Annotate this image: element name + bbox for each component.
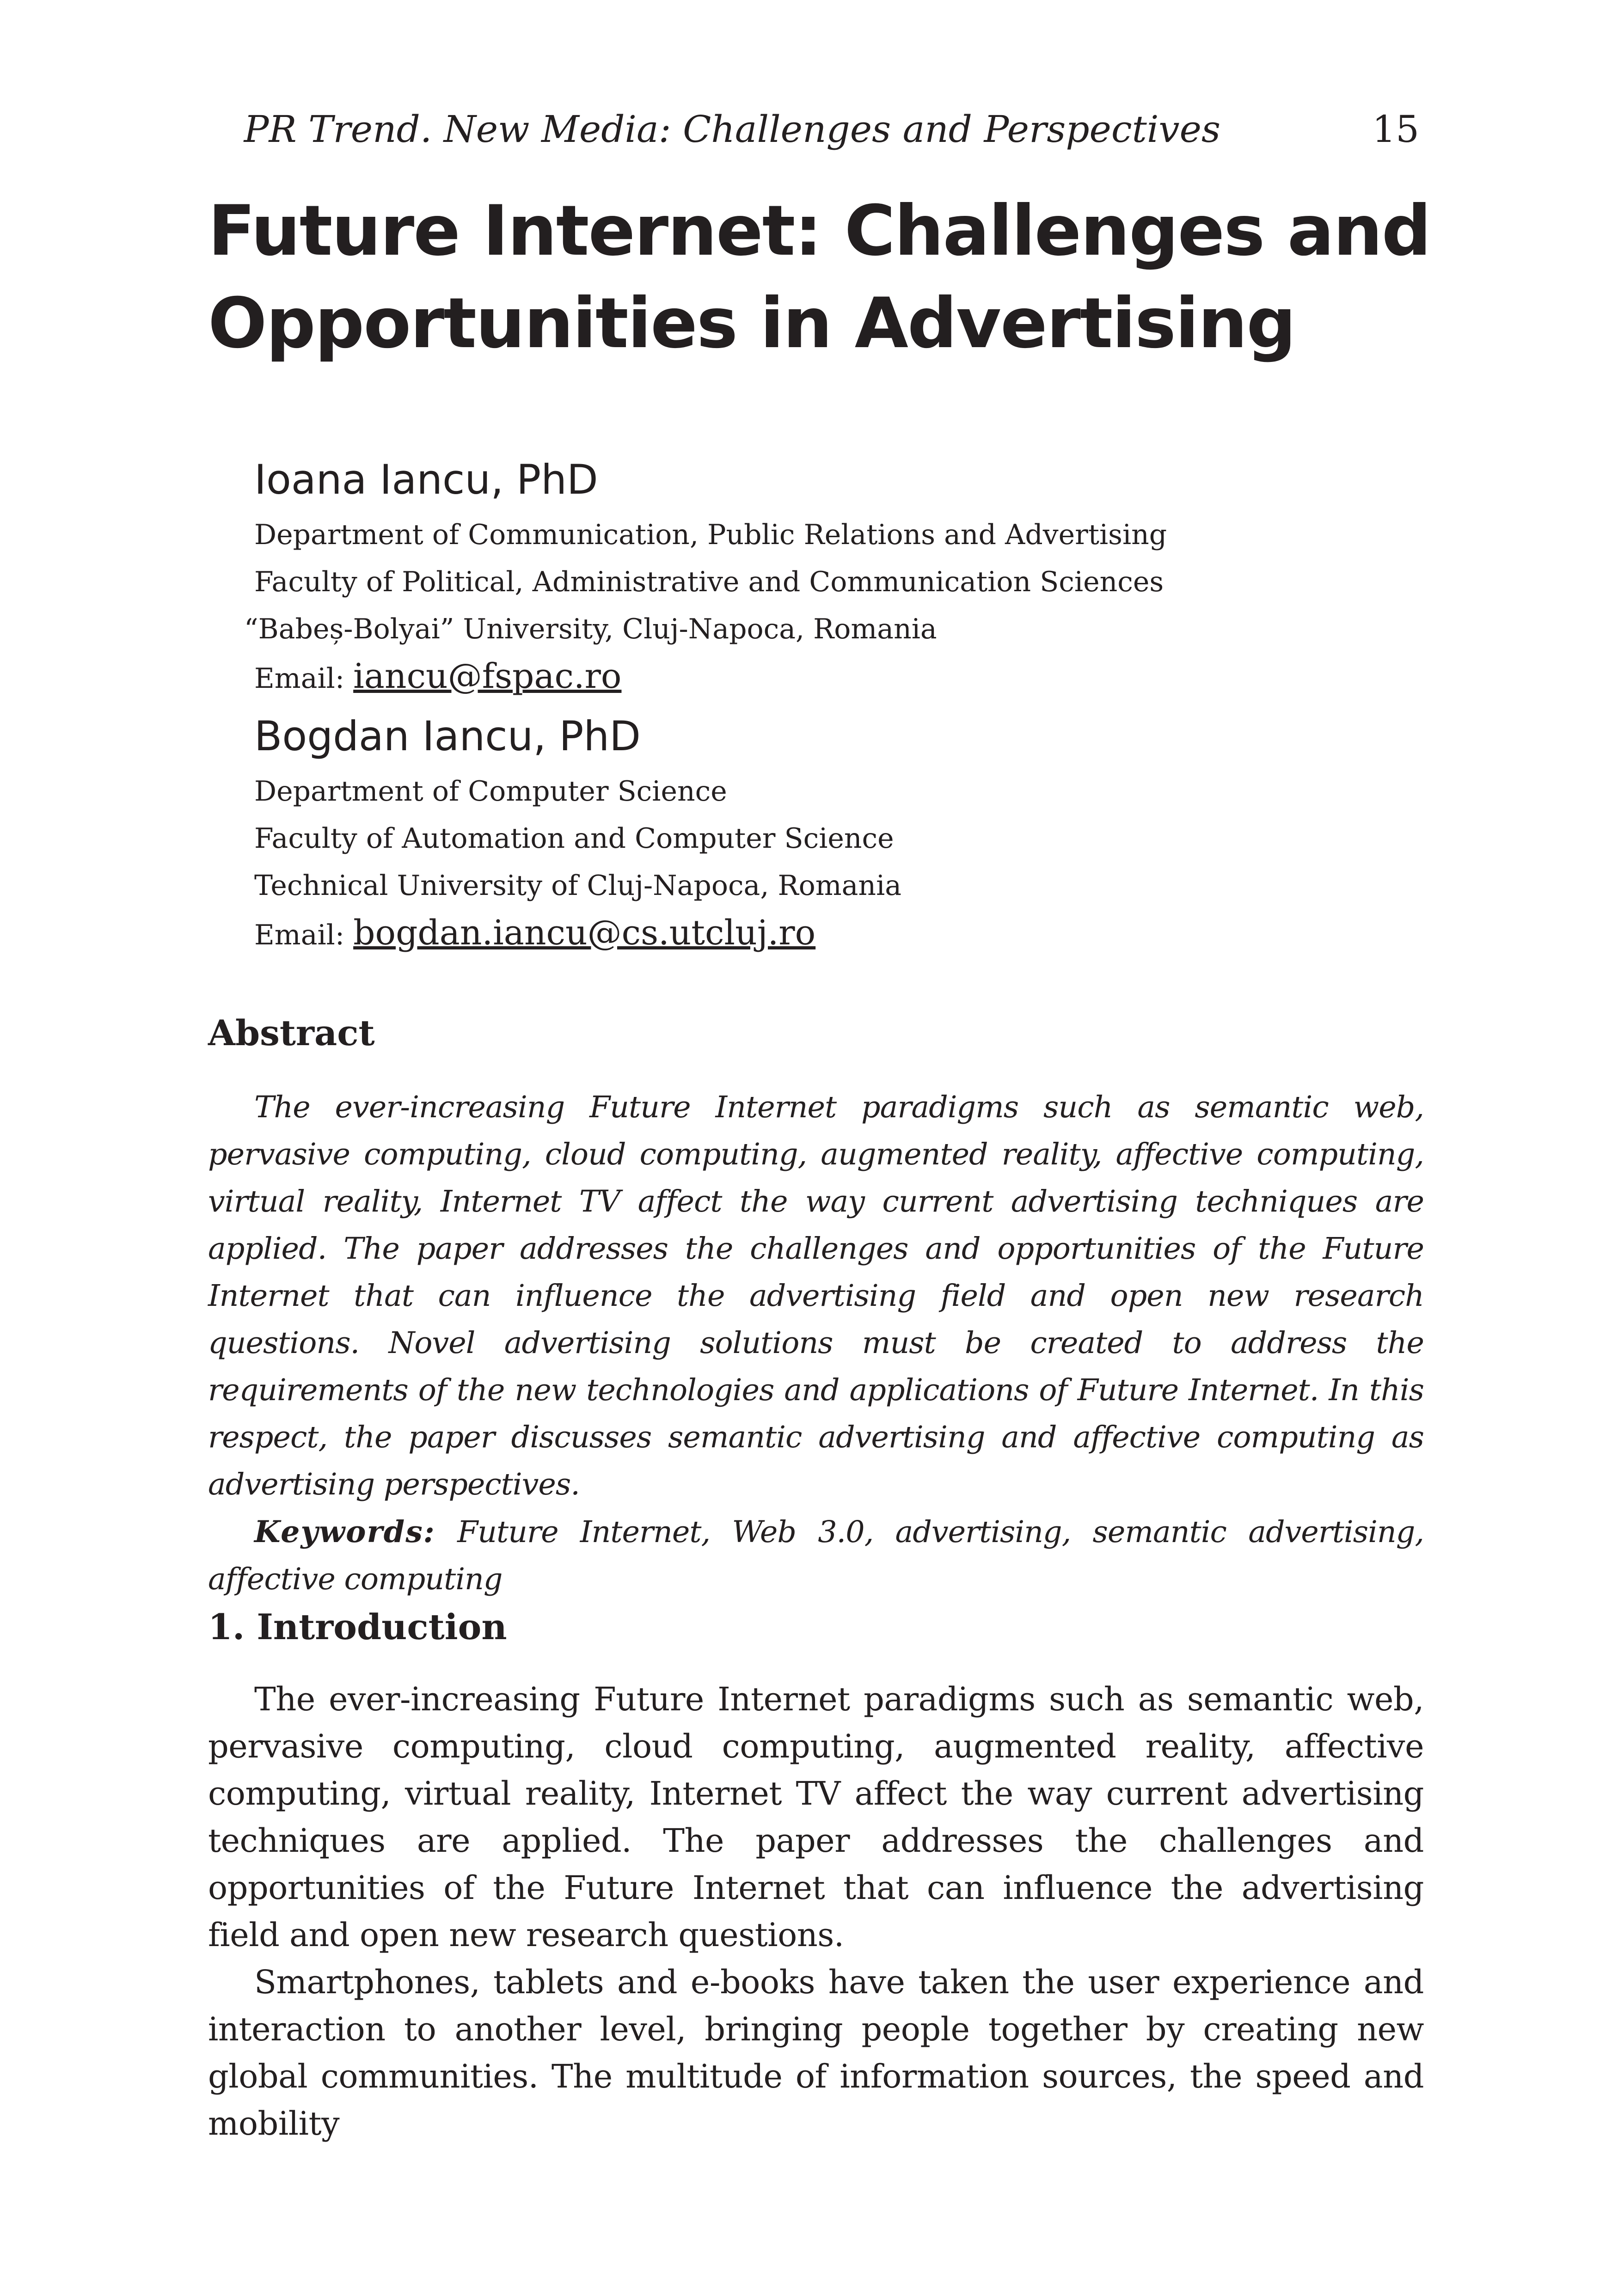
introduction-body [208, 1676, 1424, 2147]
introduction-heading [208, 1602, 507, 1653]
running-head [208, 104, 1419, 155]
author-email-line [254, 653, 1410, 702]
author-department: Department of Communication, Public Relations and Advertising [254, 519, 1167, 551]
email-label: Email: [254, 919, 345, 951]
author-university: “Babeș-Bolyai” University, Cluj-Napoca, Romania [244, 613, 937, 645]
keywords-text: Future Internet, Web 3.0, advertising, semantic advertising, affective computing [208, 1515, 1424, 1597]
body-paragraph: The ever-increasing Future Internet paradigms such as semantic web, pervasive computing, cloud computing, augmented reality, affective computing, virtual reality, Internet TV affect the way current advertising techniques are applied. The paper addresses the challenges and opportunities of the Future Internet that can influence the advertising field and open new research questions. [208, 1680, 1424, 1954]
paper-title [208, 185, 1456, 370]
author-department: Department of Computer Science [254, 775, 727, 808]
abstract-paragraph: The ever-increasing Future Internet paradigms such as semantic web, pervasive computing, cloud computing, augmented reality, affective computing, virtual reality, Internet TV affect the way current advertising techniques are applied. The paper addresses the challenges and opportunities of the Future Internet that can influence the advertising field and open new research questions. Novel advertising solutions must be created to address the requirements of the new technologies and applications of Future Internet. In this respect, the paper discusses semantic advertising and affective computing as advertising perspectives. [208, 1090, 1424, 1502]
abstract-heading: Abstract [208, 1012, 375, 1053]
author-name: Bogdan Iancu, PhD [254, 712, 641, 760]
running-head-title: PR Trend. New Media: Challenges and Perspectives [244, 108, 1220, 151]
author-faculty: Faculty of Automation and Computer Science [254, 822, 894, 855]
email-label: Email: [254, 662, 345, 695]
author-faculty: Faculty of Political, Administrative and Communication Sciences [254, 566, 1164, 598]
author-name: Ioana Iancu, PhD [254, 456, 598, 503]
author-email-link[interactable]: bogdan.iancu@cs.utcluj.ro [353, 913, 816, 953]
body-paragraph: Smartphones, tablets and e-books have taken the user experience and interaction to another level, bringing people together by creating new global communities. The multitude of information sources, the speed and mobility [208, 1963, 1424, 2143]
page-number: 15 [1372, 108, 1419, 151]
abstract-body [208, 1084, 1424, 1603]
author-email-link[interactable]: iancu@fspac.ro [353, 656, 622, 696]
author-block-1 [244, 451, 1410, 702]
section-number: 1. [208, 1606, 245, 1647]
section-title: Introduction [257, 1606, 507, 1647]
keywords-line [208, 1508, 1424, 1603]
author-block-2 [254, 707, 1410, 959]
paper-title-line-2: Opportunities in Advertising [208, 283, 1295, 364]
keywords-label: Keywords: [254, 1514, 435, 1549]
author-email-line [254, 909, 1410, 959]
author-university: Technical University of Cluj-Napoca, Romania [254, 869, 902, 902]
paper-title-line-1: Future Internet: Challenges and [208, 191, 1431, 271]
